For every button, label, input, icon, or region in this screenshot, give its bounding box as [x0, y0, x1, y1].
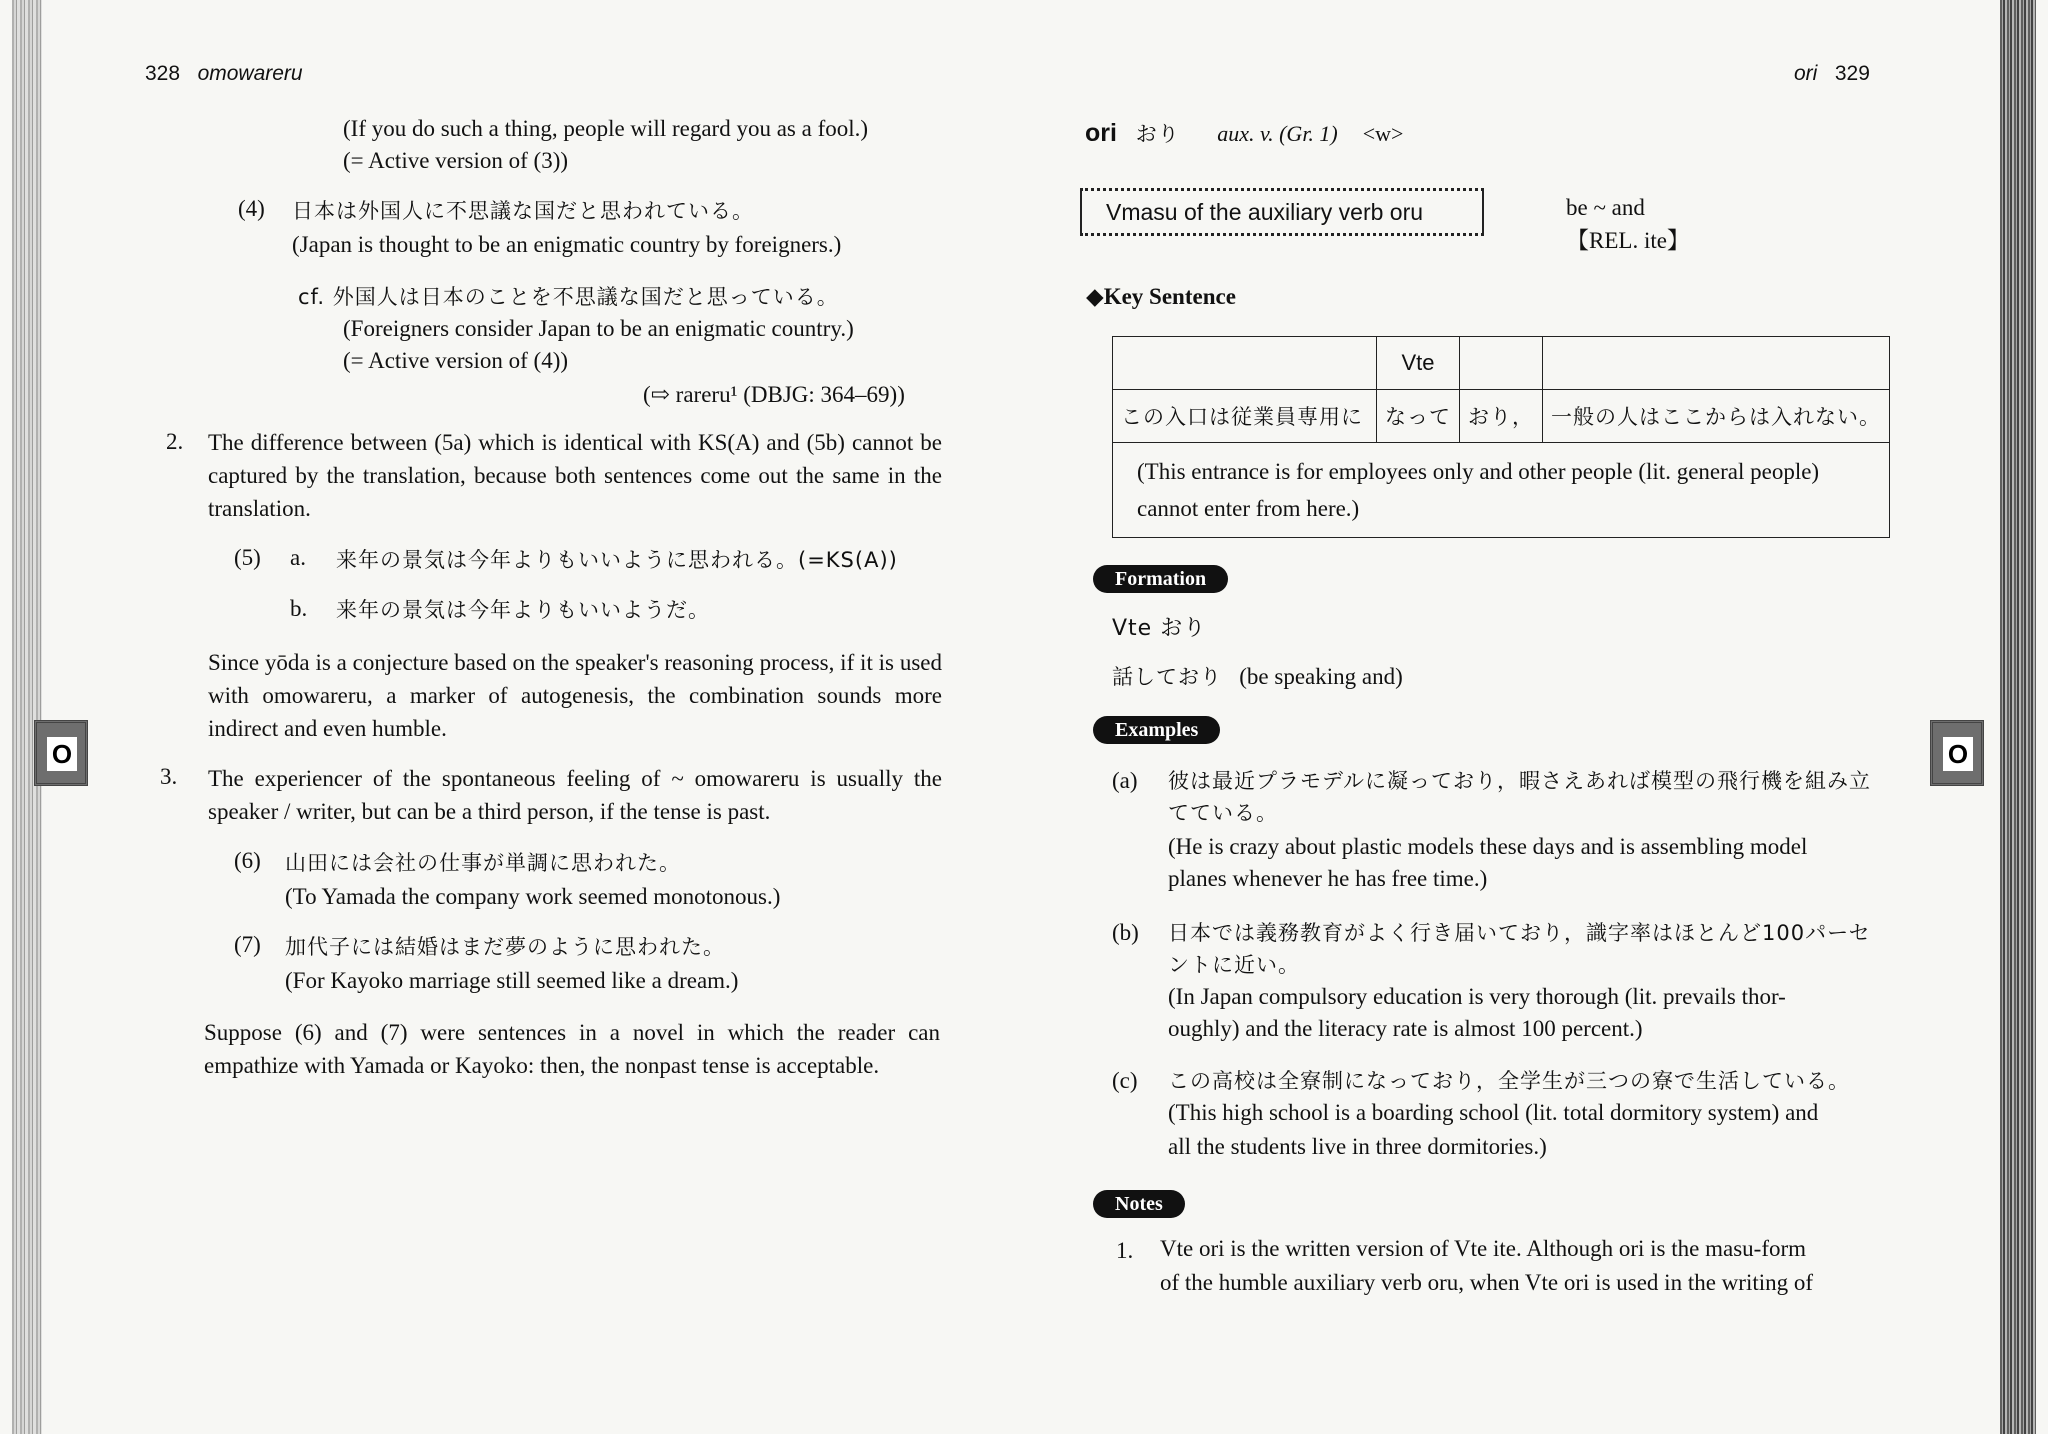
- example-japanese: 日本では義務教育がよく行き届いており，識字率はほとんど100パーセ: [1168, 921, 1871, 945]
- table-cell: おり，: [1460, 390, 1543, 443]
- example-sub-label: a.: [290, 545, 306, 570]
- example-translation: all the students live in three dormitories.): [1168, 1134, 1547, 1159]
- text-line: (= Active version of (3)): [343, 148, 569, 173]
- definition-box: Vmasu of the auxiliary verb oru: [1080, 188, 1484, 236]
- table-translation: (This entrance is for employees only and other people (lit. general people) cannot enter from here.): [1113, 443, 1890, 538]
- note-paragraph: The difference between (5a) which is identical with KS(A) and (5b) cannot be captured by the translation, because both sentences come out the same in the translation.: [208, 430, 942, 521]
- example-japanese: 山田には会社の仕事が単調に思われた。: [285, 851, 681, 875]
- formation-example: [1112, 660, 1403, 694]
- body-paragraph: Suppose (6) and (7) were sentences in a novel in which the reader can empathize with Yamada or Kayoko: then, the nonpast tense is acceptable.: [204, 1020, 940, 1078]
- example-translation: (To Yamada the company work seemed monotonous.): [285, 884, 781, 909]
- example-label: (b): [1112, 920, 1139, 945]
- formation-line: Vte おり: [1112, 616, 1207, 641]
- note-number: 3.: [160, 764, 178, 789]
- gloss: be ~ and: [1566, 195, 1645, 220]
- note-number: 1.: [1116, 1238, 1134, 1263]
- example-japanese: 加代子には結婚はまだ夢のように思われた。: [285, 935, 725, 959]
- example-translation: (For Kayoko marriage still seemed like a dream.): [285, 968, 739, 993]
- table-header-vte: Vte: [1377, 337, 1460, 390]
- notes-label: Notes: [1093, 1190, 1185, 1218]
- entry-headword: [1085, 118, 1403, 148]
- example-translation: planes whenever he has free time.): [1168, 866, 1488, 891]
- example-japanese: 彼は最近プラモデルに凝っており，暇さえあれば模型の飛行機を組み立: [1168, 769, 1871, 793]
- note-text: of the humble auxiliary verb oru, when Vte ori is used in the writing of: [1160, 1270, 1814, 1295]
- key-sentence-heading: ◆Key Sentence: [1086, 284, 1236, 309]
- example-number: (4): [238, 196, 265, 221]
- example-translation: (This high school is a boarding school (lit. total dormitory system) and: [1168, 1100, 1819, 1125]
- example-number: (7): [234, 932, 261, 957]
- formation-example-japanese: 話しており: [1112, 665, 1222, 689]
- thumb-index-letter: O: [47, 737, 77, 771]
- page-number: 328: [145, 62, 181, 85]
- example-translation: (Japan is thought to be an enigmatic country by foreigners.): [292, 232, 842, 257]
- example-number: (6): [234, 848, 261, 873]
- entry-kana: おり: [1135, 122, 1180, 146]
- example-translation: (He is crazy about plastic models these days and is assembling model: [1168, 834, 1808, 859]
- cf-active-version: (= Active version of (4)): [343, 348, 569, 373]
- running-header: [145, 62, 303, 86]
- formation-label: Formation: [1093, 565, 1228, 593]
- note-text: Vte ori is the written version of Vte ite. Although ori is the masu-form: [1160, 1236, 1807, 1261]
- page-number: 329: [1834, 62, 1870, 85]
- formation-example-translation: (be speaking and): [1239, 664, 1403, 689]
- cf-translation: (Foreigners consider Japan to be an enigmatic country.): [343, 316, 854, 341]
- running-header: [1794, 62, 1870, 86]
- related-entry: 【REL. ite】: [1566, 228, 1690, 253]
- example-japanese: 来年の景気は今年よりもいいようだ。: [336, 598, 710, 622]
- example-translation: oughly) and the literacy rate is almost 100 percent.): [1168, 1016, 1643, 1041]
- example-japanese: 来年の景気は今年よりもいいように思われる。(=KS(A)): [336, 548, 898, 572]
- examples-label: Examples: [1093, 716, 1220, 744]
- example-japanese: てている。: [1168, 801, 1278, 825]
- cf-japanese: cf. 外国人は日本のことを不思議な国だと思っている。: [298, 285, 839, 309]
- thumb-index-letter: O: [1943, 737, 1973, 771]
- example-label: (c): [1112, 1068, 1138, 1093]
- example-label: (a): [1112, 768, 1138, 793]
- example-japanese: ントに近い。: [1168, 953, 1300, 977]
- example-number: (5): [234, 545, 261, 570]
- note-number: 2.: [166, 429, 184, 454]
- key-sentence-table: [1112, 336, 1890, 538]
- body-paragraph: Since yōda is a conjecture based on the speaker's reasoning process, if it is used with omowareru, a marker of autogenesis, the combination sounds more indirect and even humble.: [208, 650, 942, 741]
- example-japanese: この高校は全寮制になっており，全学生が三つの寮で生活している。: [1168, 1069, 1850, 1093]
- note-paragraph: The experiencer of the spontaneous feeling of ~ omowareru is usually the speaker / writer, but can be a third person, if the tense is past.: [208, 766, 942, 824]
- text-line: (If you do such a thing, people will regard you as a fool.): [343, 116, 869, 141]
- table-cell: なって: [1377, 390, 1460, 443]
- example-japanese: 日本は外国人に不思議な国だと思われている。: [292, 199, 754, 223]
- example-translation: (In Japan compulsory education is very thorough (lit. prevails thor-: [1168, 984, 1786, 1009]
- header-word: ori: [1794, 62, 1818, 85]
- table-cell: 一般の人はここからは入れない。: [1543, 390, 1890, 443]
- cross-reference: (⇨ rareru¹ (DBJG: 364–69)): [643, 382, 905, 407]
- entry-tag: <w>: [1362, 121, 1404, 146]
- header-word: omowareru: [197, 62, 303, 85]
- example-sub-label: b.: [290, 596, 308, 621]
- table-cell: この入口は従業員専用に: [1113, 390, 1377, 443]
- entry-word: ori: [1085, 119, 1117, 147]
- entry-part-of-speech: aux. v. (Gr. 1): [1217, 121, 1338, 146]
